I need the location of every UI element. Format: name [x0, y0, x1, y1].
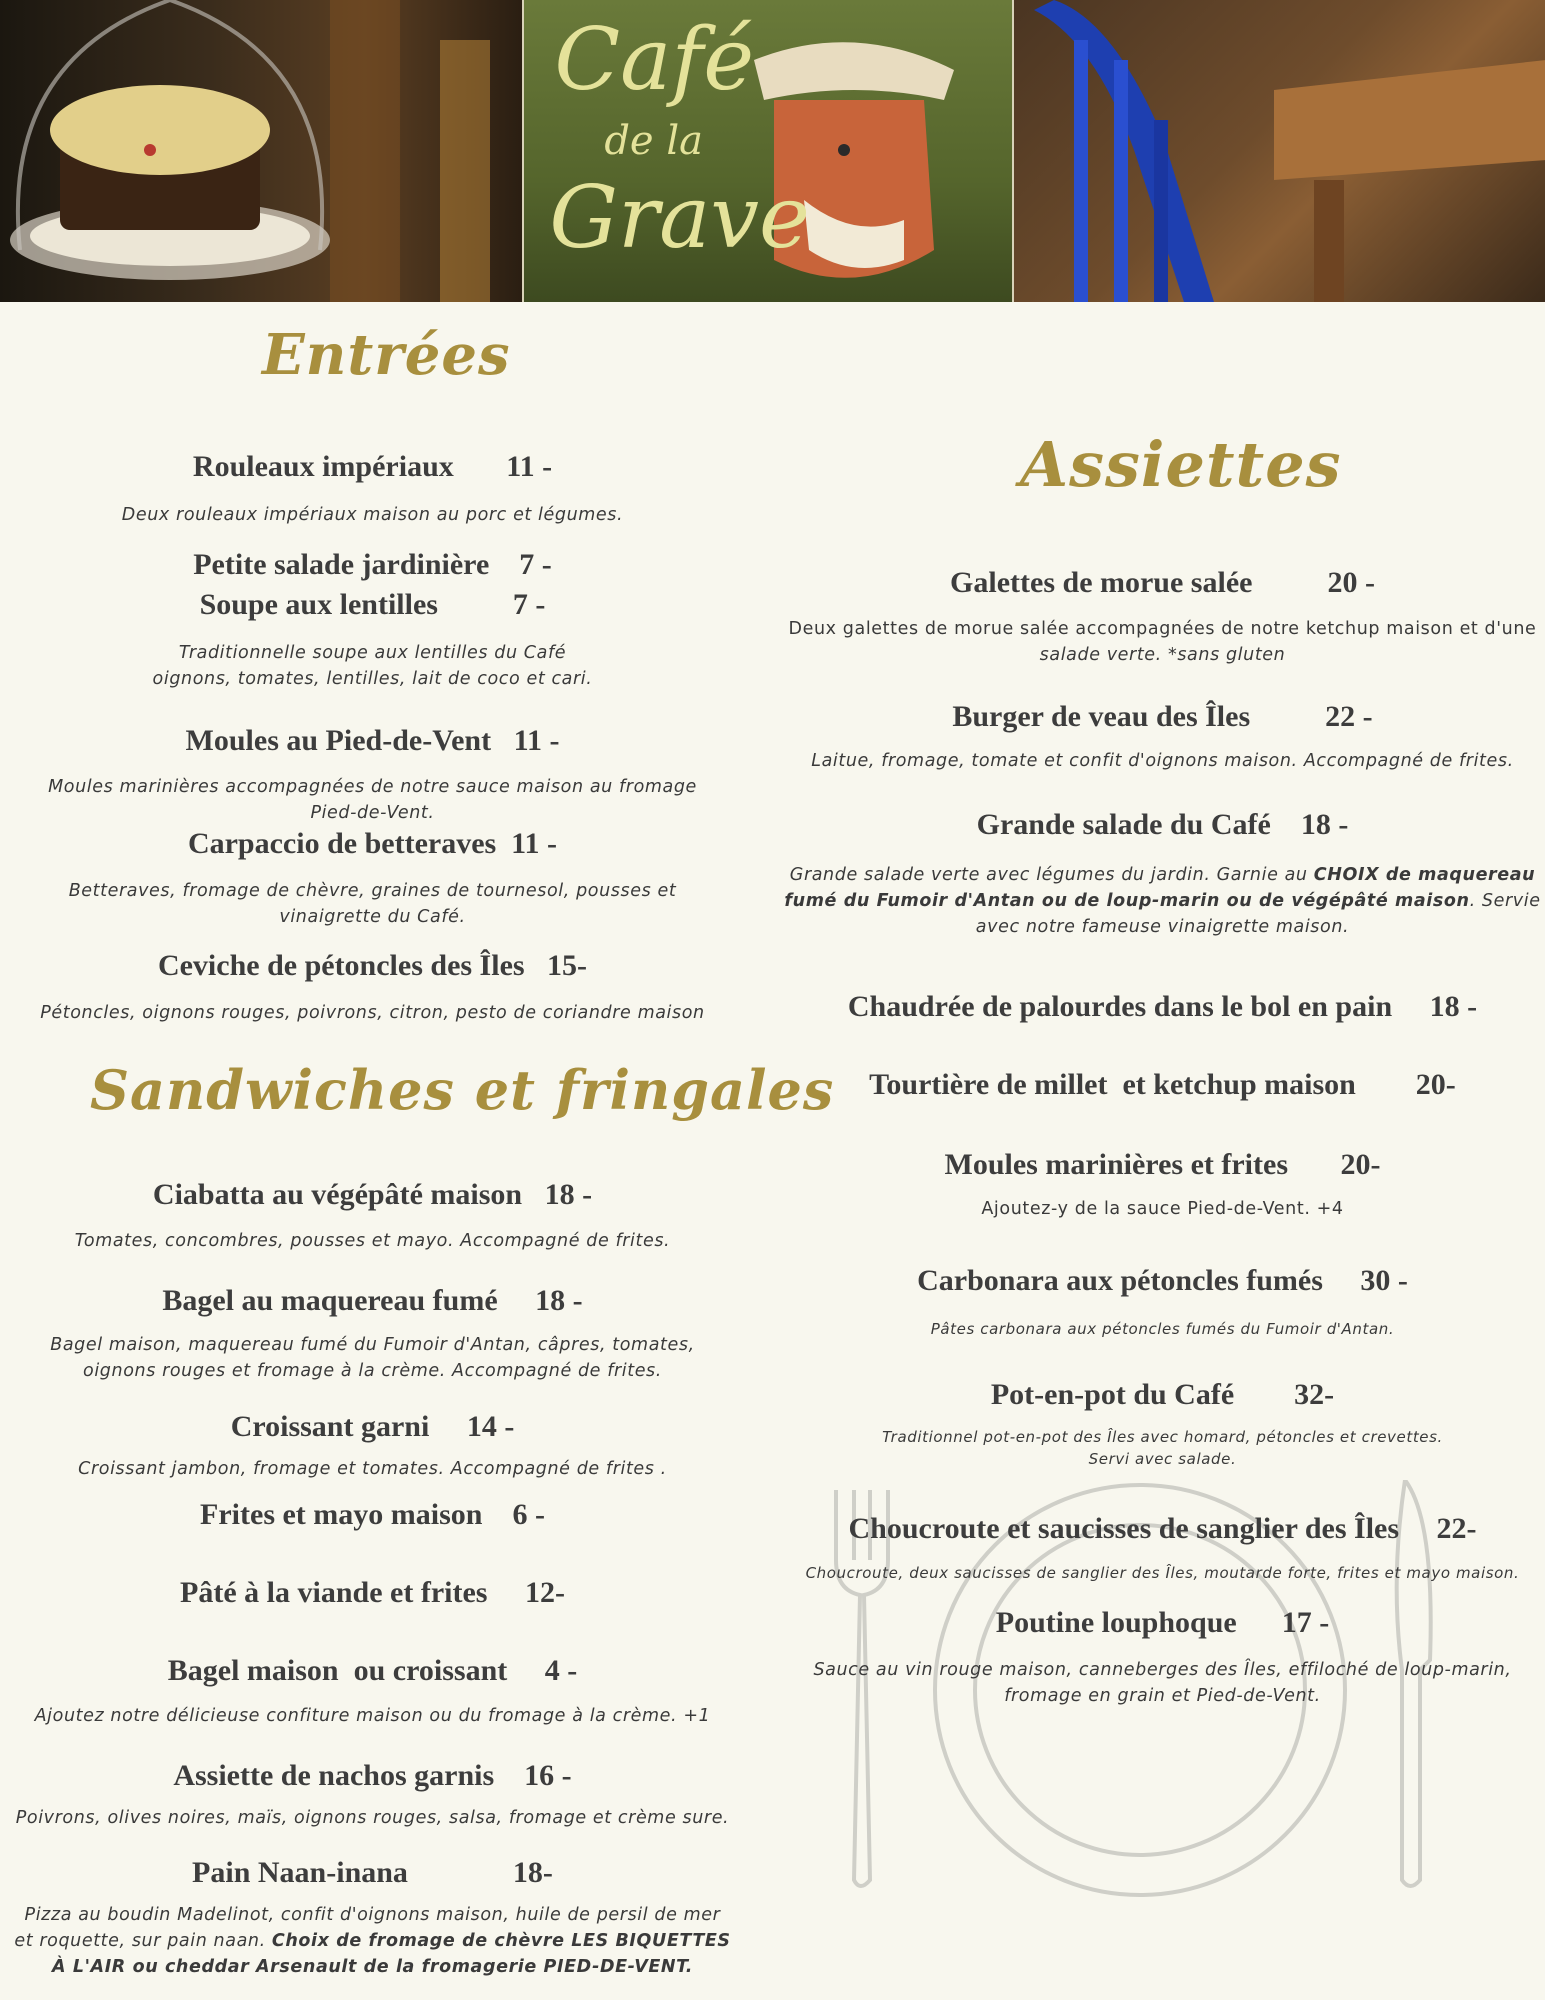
item-desc: salade verte. *sans gluten: [1039, 645, 1286, 665]
item-desc-bold: CHOIX de maquereau: [1313, 865, 1536, 885]
item-desc: Sauce au vin rouge maison, canneberges des Îles, effiloché de loup-marin,: [813, 1660, 1512, 1680]
item-title: Ciabatta au végépâté maison 18 -: [152, 1178, 593, 1211]
item-title: Galettes de morue salée 20 -: [950, 566, 1375, 599]
item-desc: Bagel maison, maquereau fumé du Fumoir d'Antan, câpres, tomates,: [50, 1335, 695, 1355]
item-title: Burger de veau des Îles 22 -: [952, 700, 1373, 733]
item-desc: Deux galettes de morue salée accompagnées de notre ketchup maison et d'une: [788, 619, 1537, 639]
item-title: Carpaccio de betteraves 11 -: [187, 827, 558, 860]
item-desc: [780, 862, 1545, 888]
sign-text-line2: de la: [604, 118, 703, 164]
item-desc-part: . Servie: [1469, 891, 1541, 911]
item-title: Pain Naan-inana 18-: [192, 1856, 553, 1889]
item-title: Bagel au maquereau fumé 18 -: [162, 1284, 583, 1317]
item-desc-bold: À L'AIR ou cheddar Arsenault de la fromagerie PIED-DE-VENT.: [52, 1957, 693, 1977]
cake-dome-photo: [0, 0, 522, 302]
item-title: Assiette de nachos garnis 16 -: [173, 1759, 572, 1792]
item-title: Grande salade du Café 18 -: [976, 808, 1349, 841]
item-desc: Pétoncles, oignons rouges, poivrons, citron, pesto de coriandre maison: [40, 1003, 705, 1023]
item-desc: oignons rouges et fromage à la crème. Accompagné de frites.: [83, 1361, 662, 1381]
item-desc: Poivrons, olives noires, maïs, oignons rouges, salsa, fromage et crème sure.: [15, 1808, 730, 1828]
item-desc: Pâtes carbonara aux pétoncles fumés du Fumoir d'Antan.: [930, 1320, 1395, 1338]
section-title-sandwiches: Sandwiches et fringales: [90, 1058, 835, 1122]
item-desc-bold: Choix de fromage de chèvre LES BIQUETTES: [271, 1931, 731, 1951]
item-desc: [10, 1928, 735, 1954]
item-title: Moules au Pied-de-Vent 11 -: [185, 724, 560, 757]
item-title: Soupe aux lentilles 7 -: [199, 588, 546, 621]
item-title: Bagel maison ou croissant 4 -: [167, 1654, 578, 1687]
item-title: Pot-en-pot du Café 32-: [990, 1378, 1335, 1411]
item-desc: Laitue, fromage, tomate et confit d'oignons maison. Accompagné de frites.: [811, 751, 1514, 771]
item-desc: Betteraves, fromage de chèvre, graines de tournesol, pousses et: [68, 881, 677, 901]
item-title: Choucroute et saucisses de sanglier des Îles 22-: [848, 1512, 1477, 1545]
item-desc: fromage en grain et Pied-de-Vent.: [1004, 1686, 1321, 1706]
item-desc: vinaigrette du Café.: [279, 907, 466, 927]
item-desc: oignons, tomates, lentilles, lait de coco et cari.: [152, 669, 593, 689]
sign-text-line3: Grave: [549, 168, 810, 268]
item-desc: Tomates, concombres, pousses et mayo. Accompagné de frites.: [74, 1231, 671, 1251]
item-desc: Choucroute, deux saucisses de sanglier des Îles, moutarde forte, frites et mayo maison.: [805, 1564, 1520, 1582]
item-desc: Ajoutez-y de la sauce Pied-de-Vent. +4: [981, 1199, 1344, 1219]
item-title: Carbonara aux pétoncles fumés 30 -: [917, 1264, 1408, 1297]
item-title: Tourtière de millet et ketchup maison 20-: [869, 1068, 1456, 1101]
item-desc: Traditionnelle soupe aux lentilles du Café: [178, 643, 567, 663]
item-desc: Servi avec salade.: [1088, 1450, 1237, 1468]
item-desc: avec notre fameuse vinaigrette maison.: [975, 917, 1350, 937]
item-desc: Moules marinières accompagnées de notre sauce maison au fromage: [48, 777, 697, 797]
item-title: Petite salade jardinière 7 -: [193, 548, 552, 581]
item-desc: [780, 888, 1545, 914]
sign-text-line1: Café: [554, 10, 755, 110]
item-desc: Ajoutez notre délicieuse confiture maison ou du fromage à la crème. +1: [34, 1706, 711, 1726]
section-title-assiettes: Assiettes: [1020, 428, 1342, 501]
blue-chair-table-photo: [1014, 0, 1545, 302]
item-title: Moules marinières et frites 20-: [944, 1148, 1381, 1181]
item-desc-part: Grande salade verte avec légumes du jardin. Garnie au: [789, 865, 1314, 885]
item-title: Pâté à la viande et frites 12-: [180, 1576, 565, 1609]
item-title: Rouleaux impériaux 11 -: [192, 450, 553, 483]
item-title: Croissant garni 14 -: [230, 1410, 515, 1443]
cafe-sign-photo: [522, 0, 1013, 302]
item-title: Chaudrée de palourdes dans le bol en pain 18 -: [847, 990, 1478, 1023]
item-desc: Traditionnel pot-en-pot des Îles avec homard, pétoncles et crevettes.: [882, 1428, 1443, 1446]
item-title: Ceviche de pétoncles des Îles 15-: [157, 949, 588, 982]
item-desc: Croissant jambon, fromage et tomates. Accompagné de frites .: [78, 1459, 667, 1479]
item-title: Frites et mayo maison 6 -: [200, 1498, 545, 1531]
item-desc: Deux rouleaux impériaux maison au porc et légumes.: [121, 505, 624, 525]
item-desc-part: et roquette, sur pain naan.: [14, 1931, 272, 1951]
item-desc: Pizza au boudin Madelinot, confit d'oignons maison, huile de persil de mer: [24, 1905, 721, 1925]
item-title: Poutine louphoque 17 -: [995, 1606, 1330, 1639]
header-photos: [0, 0, 1545, 302]
item-desc: Pied-de-Vent.: [310, 803, 435, 823]
item-desc-bold: fumé du Fumoir d'Antan ou de loup-marin ou de végépâté maison: [784, 891, 1470, 911]
section-title-entrees: Entrées: [262, 322, 511, 388]
